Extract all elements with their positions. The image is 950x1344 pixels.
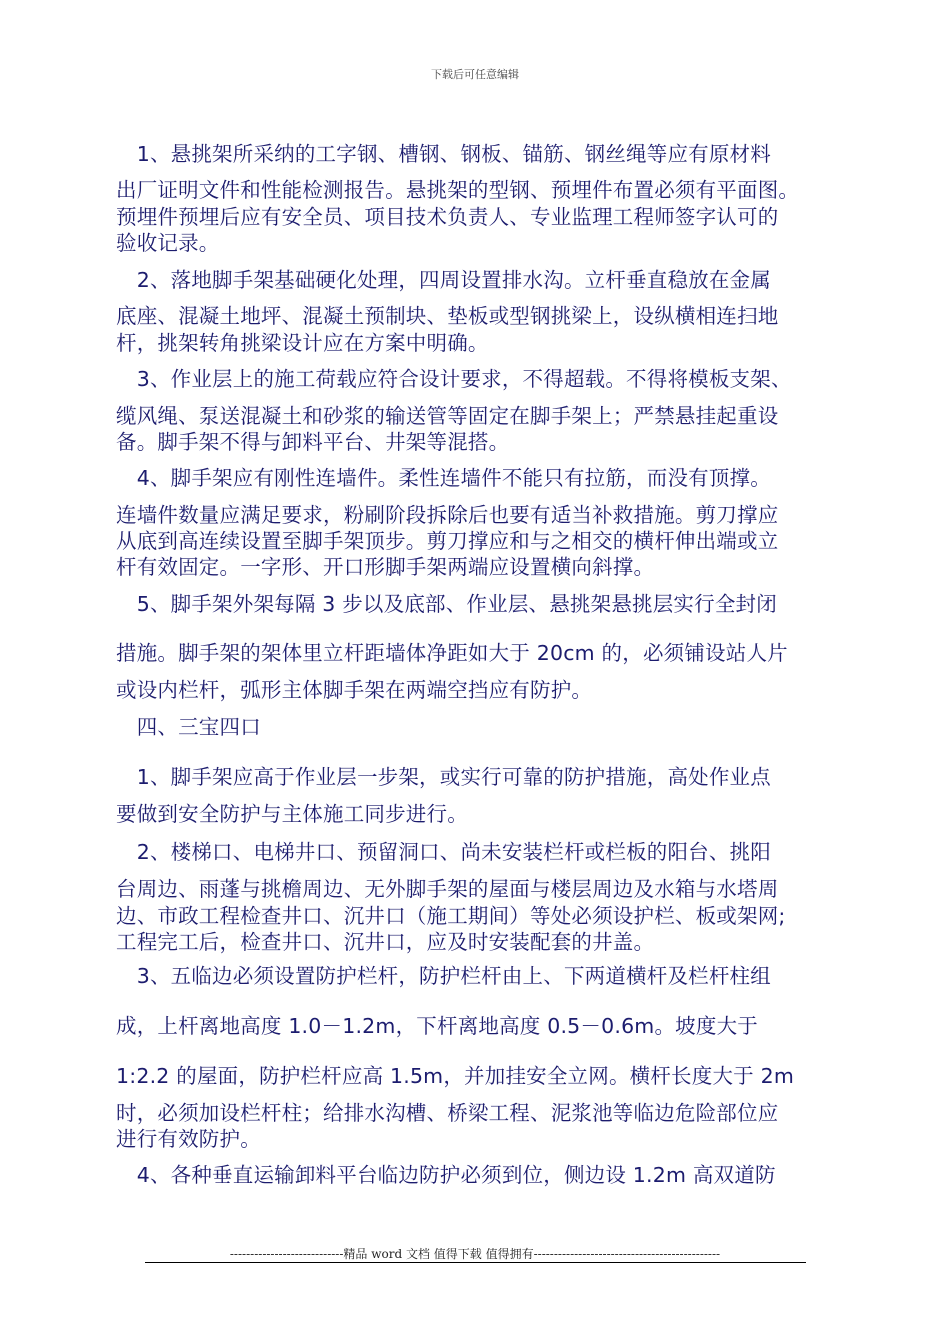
- text-line: 备。脚手架不得与卸料平台、井架等混搭。: [116, 430, 510, 454]
- text-line: 工程完工后，检查井口、沉井口，应及时安装配套的井盖。: [116, 930, 655, 954]
- text-line: 连墙件数量应满足要求，粉刷阶段拆除后也要有适当补救措施。剪刀撑应: [116, 503, 779, 527]
- text-line: 2、楼梯口、电梯井口、预留洞口、尚未安装栏杆或栏板的阳台、挑阳: [116, 840, 771, 864]
- text-line: 1、悬挑架所采纳的工字钢、槽钢、钢板、锚筋、钢丝绳等应有原材料: [116, 142, 771, 166]
- text-line: 2、落地脚手架基础硬化处理，四周设置排水沟。立杆垂直稳放在金属: [116, 268, 771, 292]
- text-line: 1、脚手架应高于作业层一步架，或实行可靠的防护措施，高处作业点: [116, 765, 771, 789]
- text-line: 台周边、雨蓬与挑檐周边、无外脚手架的屋面与楼层周边及水箱与水塔周: [116, 877, 779, 901]
- page-header: 下载后可任意编辑: [431, 68, 519, 81]
- text-line: 时，必须加设栏杆柱；给排水沟槽、桥梁工程、泥浆池等临边危险部位应: [116, 1101, 779, 1125]
- text-line: 措施。脚手架的架体里立杆距墙体净距如大于 20cm 的，必须铺设站人片: [116, 641, 788, 665]
- text-line: 4、脚手架应有刚性连墙件。柔性连墙件不能只有拉筋，而没有顶撑。: [116, 466, 771, 490]
- text-line: 杆，挑架转角挑梁设计应在方案中明确。: [116, 331, 489, 355]
- text-line: 或设内栏杆，弧形主体脚手架在两端空挡应有防护。: [116, 678, 593, 702]
- footer-divider: [145, 1262, 806, 1263]
- text-line: 进行有效防护。: [116, 1127, 261, 1151]
- text-line: 底座、混凝土地坪、混凝土预制块、垫板或型钢挑梁上，设纵横相连扫地: [116, 304, 779, 328]
- text-line: 出厂证明文件和性能检测报告。悬挑架的型钢、预埋件布置必须有平面图。: [116, 178, 800, 202]
- text-line: 缆风绳、泵送混凝土和砂浆的输送管等固定在脚手架上；严禁悬挂起重设: [116, 404, 779, 428]
- text-line: 预埋件预埋后应有安全员、项目技术负责人、专业监理工程师签字认可的: [116, 205, 779, 229]
- page-footer: ----------------------------精品 word 文档 值得下载 值得拥有----------------------------------------------: [229, 1247, 721, 1261]
- text-line: 边、市政工程检查井口、沉井口（施工期间）等处必须设护栏、板或架网;: [116, 904, 786, 928]
- text-line: 3、五临边必须设置防护栏杆，防护栏杆由上、下两道横杆及栏杆柱组: [116, 964, 771, 988]
- text-line: 成，上杆离地高度 1.0－1.2m，下杆离地高度 0.5－0.6m。坡度大于: [116, 1014, 758, 1038]
- text-line: 3、作业层上的施工荷载应符合设计要求，不得超载。不得将模板支架、: [116, 367, 792, 391]
- text-line: 验收记录。: [116, 231, 220, 255]
- text-line: 要做到安全防护与主体施工同步进行。: [116, 802, 468, 826]
- text-line: 杆有效固定。一字形、开口形脚手架两端应设置横向斜撑。: [116, 555, 655, 579]
- text-line: 4、各种垂直运输卸料平台临边防护必须到位，侧边设 1.2m 高双道防: [116, 1163, 776, 1187]
- text-line: 1:2.2 的屋面，防护栏杆应高 1.5m，并加挂安全立网。横杆长度大于 2m: [116, 1064, 794, 1088]
- text-line: 5、脚手架外架每隔 3 步以及底部、作业层、悬挑架悬挑层实行全封闭: [116, 592, 777, 616]
- text-line: 从底到高连续设置至脚手架顶步。剪刀撑应和与之相交的横杆伸出端或立: [116, 529, 779, 553]
- text-line: 四、三宝四口: [116, 715, 261, 739]
